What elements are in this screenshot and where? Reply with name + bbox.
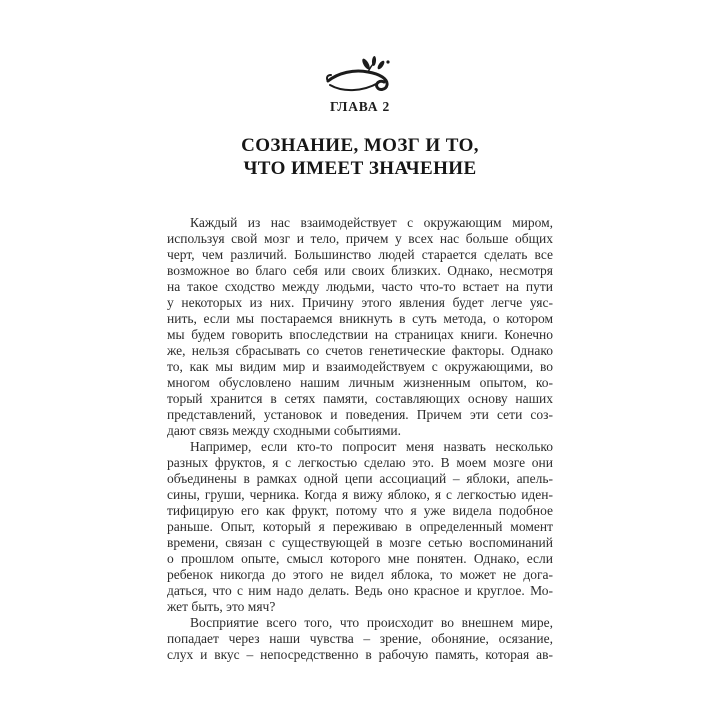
text-line: объединены в рамках одной цепи ассоциаций – яблоки, апель- (167, 471, 553, 486)
text-line: то, как мы видим мир и взаимодействуем с окружающими, во (167, 359, 553, 374)
body-text (167, 215, 553, 663)
text-line: торый хранится в сетях памяти, составляющих основу наших (167, 391, 553, 406)
floral-flourish-icon (324, 56, 396, 94)
text-line: о прошлом опыте, смысл которого мне понятен. Однако, если (167, 551, 553, 566)
text-line: представлений, установок и поведения. Причем эти сети соз- (167, 407, 553, 422)
text-line: Каждый из нас взаимодействует с окружающим миром, (190, 215, 553, 230)
text-line: жет быть, это мяч? (167, 599, 276, 614)
text-line: тифицирую его как фрукт, потому что я уже видела подобное (167, 503, 553, 518)
text-line: попадает через наши чувства – зрение, обоняние, осязание, (167, 631, 553, 646)
page-title-line2: ЧТО ИМЕЕТ ЗНАЧЕНИЕ (243, 158, 477, 179)
text-line: ребенок никогда до этого не видел яблока, то может не дога- (167, 567, 553, 582)
text-line: раньше. Опыт, который я переживаю в определенный момент (167, 519, 553, 534)
text-line: нить, если мы постараемся вникнуть в суть метода, о котором (167, 311, 553, 326)
text-line: сины, груши, черника. Когда я вижу яблоко, я с легкостью иден- (167, 487, 553, 502)
text-line: Например, если кто-то попросит меня назвать несколько (190, 439, 553, 454)
text-line: Восприятие всего того, что происходит во внешнем мире, (190, 615, 553, 630)
text-line: слух и вкус – непосредственно в рабочую память, которая ав- (167, 647, 553, 662)
chapter-header (0, 56, 720, 115)
text-line: же, нельзя сбрасывать со счетов генетические факторы. Однако (167, 343, 553, 358)
text-line: возможное во благо себя или своих близких. Однако, несмотря (167, 263, 553, 278)
page-title (0, 134, 720, 180)
text-line: многом обусловлено нашим личным жизненным опытом, ко- (167, 375, 553, 390)
text-line: дают связь между сходными событиями. (167, 423, 402, 438)
text-line: мы будем говорить впоследствии на страницах книги. Конечно (167, 327, 553, 342)
text-line: используя свой мозг и тело, причем у всех нас больше общих (167, 231, 553, 246)
page-title-line1: СОЗНАНИЕ, МОЗГ И ТО, (241, 135, 479, 156)
text-line: на такое сходство между людьми, часто что-то встает на пути (167, 279, 553, 294)
text-line: разных фруктов, я с легкостью сделаю это. В моем мозге они (167, 455, 553, 470)
chapter-label: ГЛАВА 2 (330, 99, 390, 114)
text-line: времени, связан с существующей в мозге сетью воспоминаний (167, 535, 553, 550)
text-line: даться, что с ним надо делать. Ведь оно красное и круглое. Мо- (167, 583, 553, 598)
text-line: у некоторых из них. Причину этого явления будет легче уяс- (167, 295, 553, 310)
text-line: черт, чем различий. Большинство людей старается сделать все (167, 247, 553, 262)
